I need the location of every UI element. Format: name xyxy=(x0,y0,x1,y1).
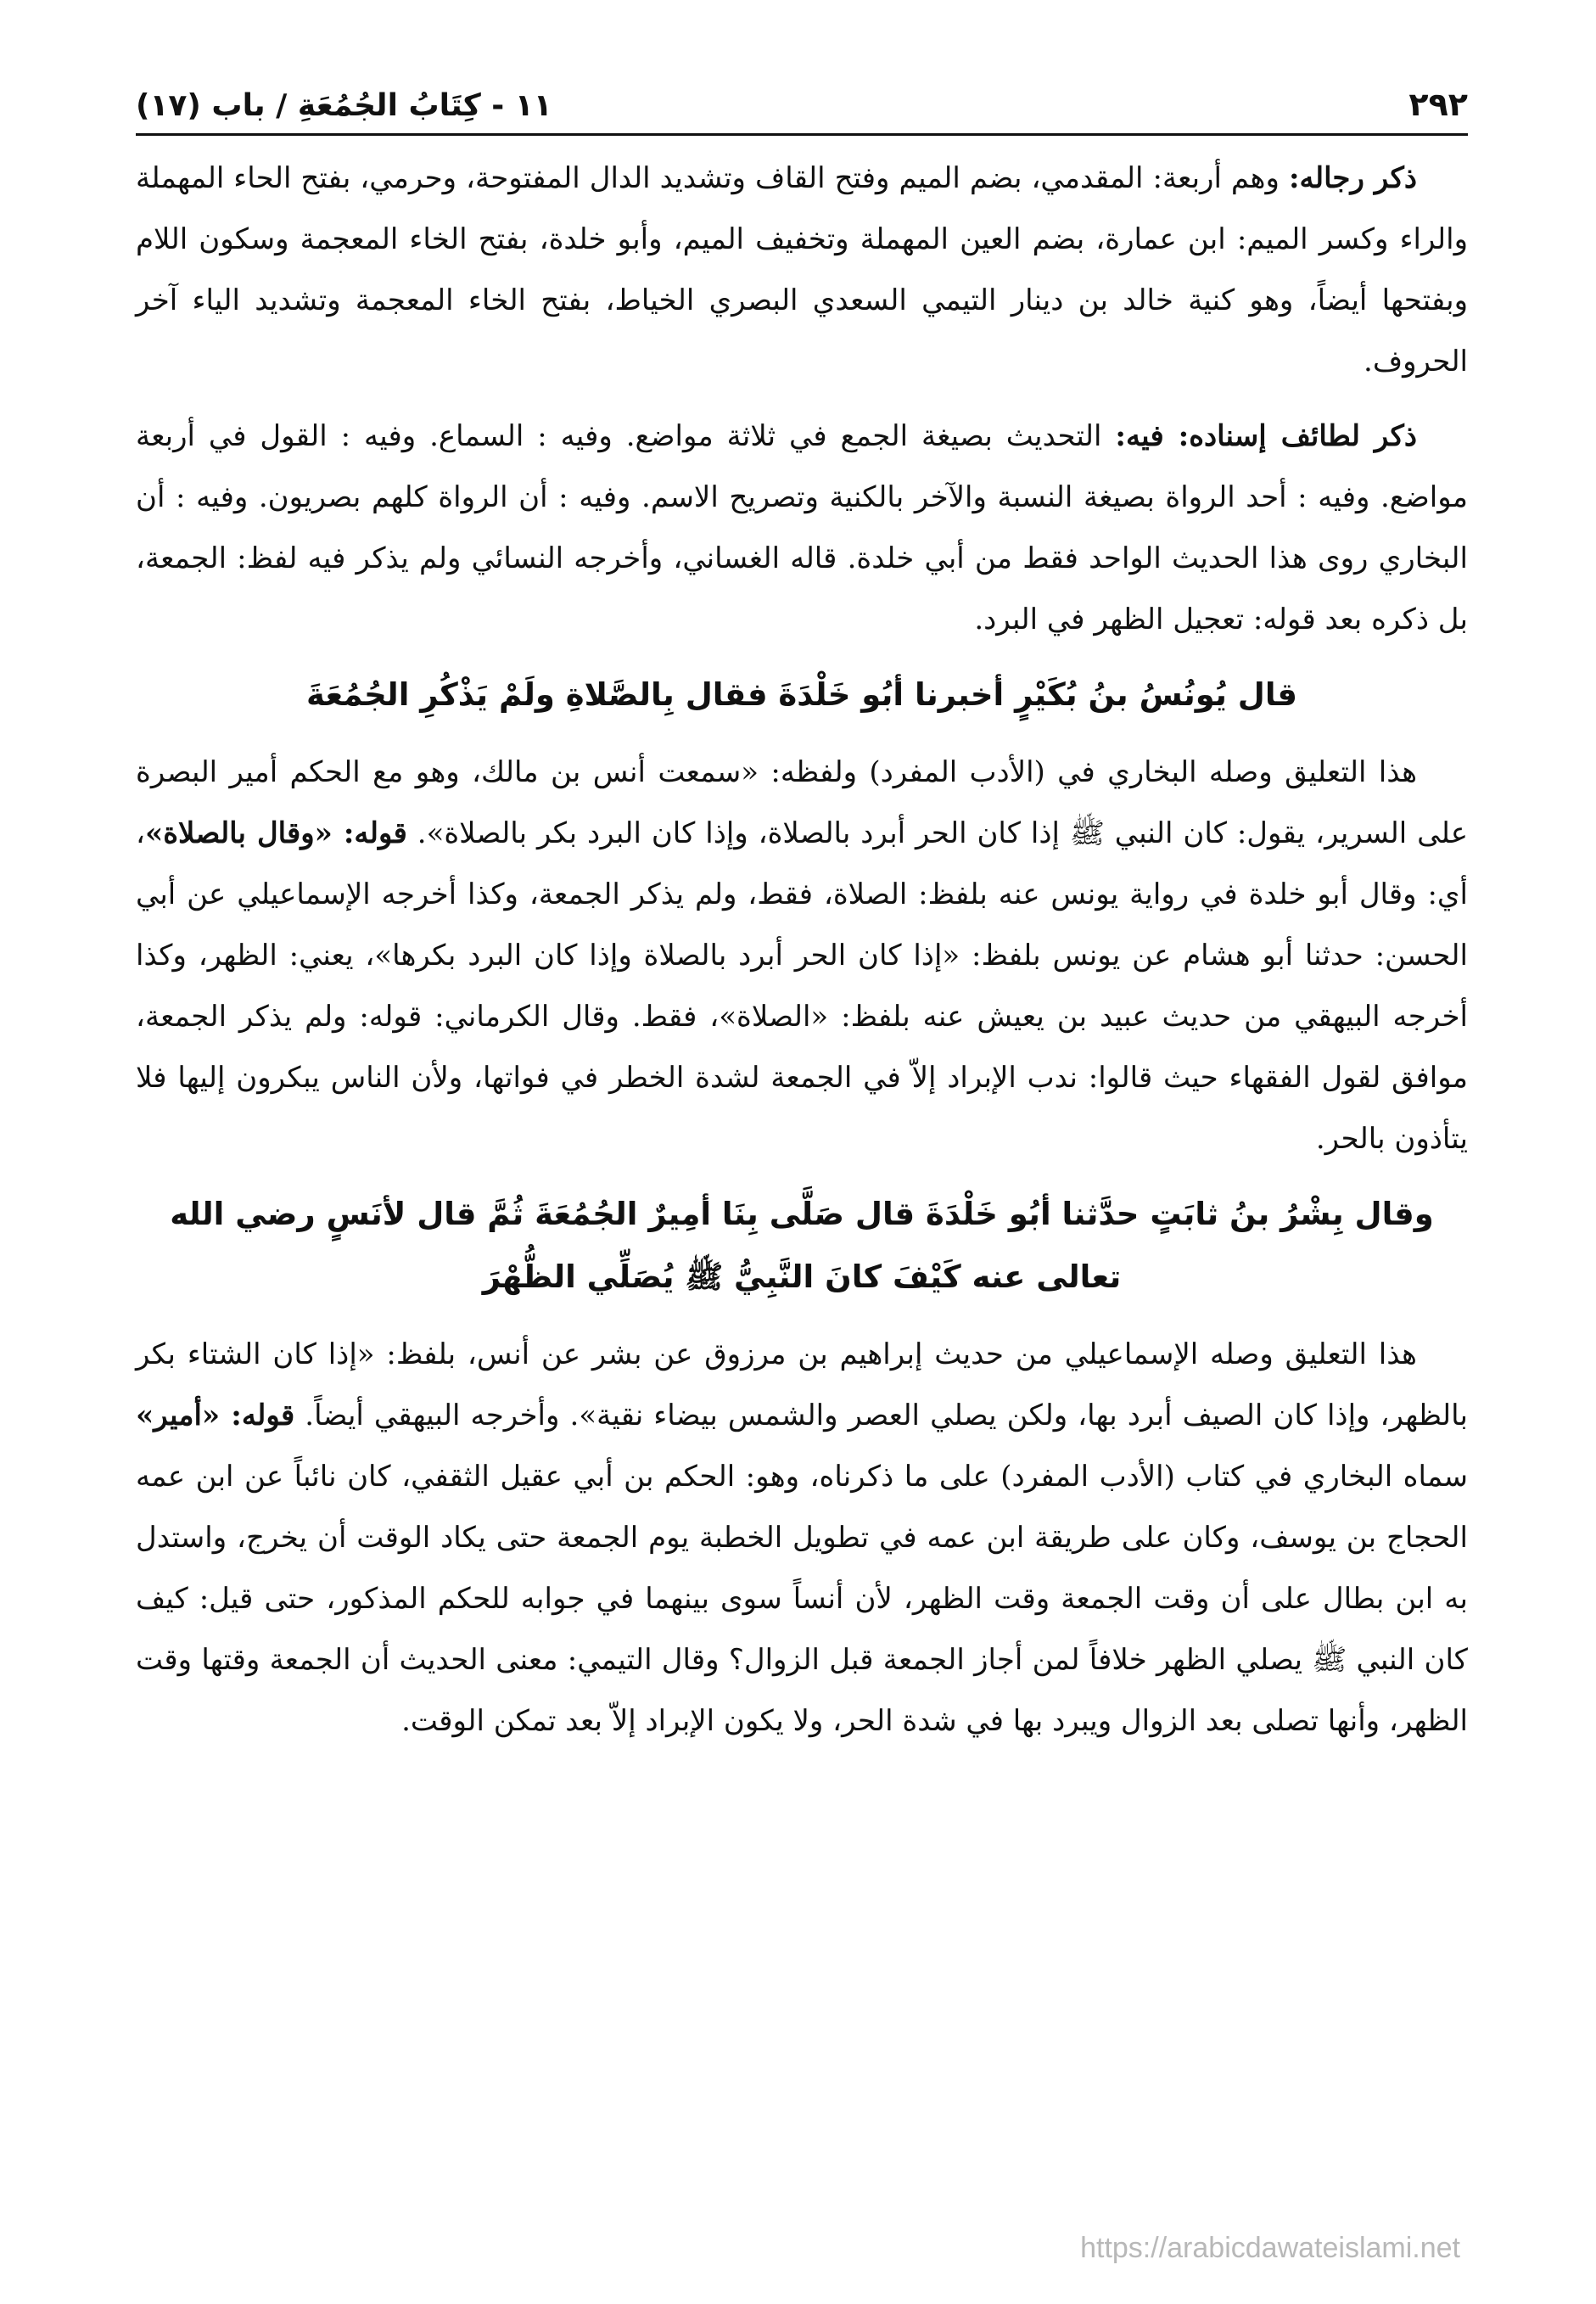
commentary-1-text-b: ، أي: وقال أبو خلدة في رواية يونس عنه بلفظ: الصلاة، فقط، ولم يذكر الجمعة، وكذا أخرجه الإسماعيلي عن أبي الحسن: حدثنا أبو هشام عن يونس بلفظ: «إذا كان الحر أبرد بالصلاة وإذا كان البرد بكرها»، يعني: الظهر، وكذا أخرجه البيهقي من حديث عبيد بن يعيش عنه بلفظ: «الصلاة»، فقط. وقال الكرماني: قوله: ولم يذكر الجمعة، موافق لقول الفقهاء حيث قالوا: ندب الإبراد إلاّ في الجمعة لشدة الخطر في فواتها، ولأن الناس يبكرون إليها فلا يتأذون بالحر. xyxy=(136,816,1468,1156)
page-content xyxy=(136,148,1468,1752)
commentary-paragraph-2 xyxy=(136,1324,1468,1752)
document-page xyxy=(136,76,1468,2249)
isnad-subtleties-label: ذكر لطائف إسناده: xyxy=(1178,419,1418,453)
commentary-2-text-b: سماه البخاري في كتاب (الأدب المفرد) على ما ذكرناه، وهو: الحكم بن أبي عقيل الثقفي، كان نائباً عن ابن عمه الحجاج بن يوسف، وكان على طريقة ابن عمه في تطويل الخطبة يوم الجمعة حتى يكاد الوقت أن يخرج، واستدل به ابن بطال على أن وقت الجمعة وقت الظهر، لأن أنساً سوى بينهما في جوابه للحكم المذكور، حتى قيل: كيف كان النبي ﷺ يصلي الظهر خلافاً لمن أجاز الجمعة قبل الزوال؟ وقال التيمي: معنى الحديث أن الجمعة وقتها وقت الظهر، وأنها تصلى بعد الزوال ويبرد بها في شدة الحر، ولا يكون الإبراد إلاّ بعد تمكن الوقت. xyxy=(136,1460,1468,1738)
isnad-subtleties-label-2: فيه: xyxy=(1115,419,1179,453)
narrators-text: وهم أربعة: المقدمي، بضم الميم وفتح القاف وتشديد الدال المفتوحة، وحرمي، بفتح الحاء المهملة والراء وكسر الميم: ابن عمارة، بضم العين المهملة وتخفيف الميم، وأبو خلدة، بفتح الخاء المعجمة وسكون اللام وبفتحها أيضاً، وهو كنية خالد بن دينار التيمي السعدي البصري الخياط، بفتح الخاء المعجمة وتشديد الياء آخر الحروف. xyxy=(136,161,1468,378)
narrators-paragraph xyxy=(136,148,1468,392)
isnad-subtleties-text: التحديث بصيغة الجمع في ثلاثة مواضع. وفيه : السماع. وفيه : القول في أربعة مواضع. وفيه : أحد الرواة بصيغة النسبة والآخر بالكنية وتصريح الاسم. وفيه : أن الرواة كلهم بصريون. وفيه : أن البخاري روى هذا الحديث الواحد فقط من أبي خلدة. قاله الغساني، وأخرجه النسائي ولم يذكر فيه لفظ: الجمعة، بل ذكره بعد قوله: تعجيل الظهر في البرد. xyxy=(136,419,1468,636)
commentary-1-text-a: هذا التعليق وصله البخاري في (الأدب المفرد) ولفظه: «سمعت أنس بن مالك، وهو مع الحكم أمير البصرة على السرير، يقول: كان النبي ﷺ إذا كان الحر أبرد بالصلاة، وإذا كان البرد بكر بالصلاة». xyxy=(136,755,1469,850)
commentary-2-text-a: هذا التعليق وصله الإسماعيلي من حديث إبراهيم بن مرزوق عن بشر عن أنس، بلفظ: «إذا كان الشتاء بكر بالظهر، وإذا كان الصيف أبرد بها، ولكن يصلي العصر والشمس بيضاء نقية». وأخرجه البيهقي أيضاً. xyxy=(136,1337,1468,1432)
hadith-heading-2: وقال بِشْرُ بنُ ثابَتٍ حدَّثنا أبُو خَلْدَةَ قال صَلَّى بِنَا أمِيرٌ الجُمُعَةَ ثُمَّ قال لأنَسٍ رضي الله تعالى عنه كَيْفَ كانَ النَّبِيُّ ﷺ يُصَلِّي الظُّهْرَ xyxy=(170,1196,1434,1295)
page-header xyxy=(136,76,1468,136)
running-title: ١١ - كِتَابُ الجُمُعَةِ / باب (١٧) xyxy=(136,88,552,123)
narrators-label: ذكر رجاله: xyxy=(1288,161,1418,195)
hadith-heading-1: قال يُونُسُ بنُ بُكَيْرٍ أخبرنا أبُو خَلْدَةَ فقال بِالصَّلاةِ ولَمْ يَذْكُرِ الجُمُعَةَ xyxy=(306,676,1297,713)
watermark-url: https://arabicdawateislami.net xyxy=(1080,2232,1460,2264)
commentary-paragraph-1 xyxy=(136,742,1468,1169)
page-number: ٢٩٢ xyxy=(1408,86,1468,123)
commentary-1-bold: قوله: «وقال بالصلاة» xyxy=(144,816,407,850)
commentary-2-bold: قوله: «أمير» xyxy=(136,1399,295,1432)
isnad-subtleties-paragraph xyxy=(136,406,1468,650)
